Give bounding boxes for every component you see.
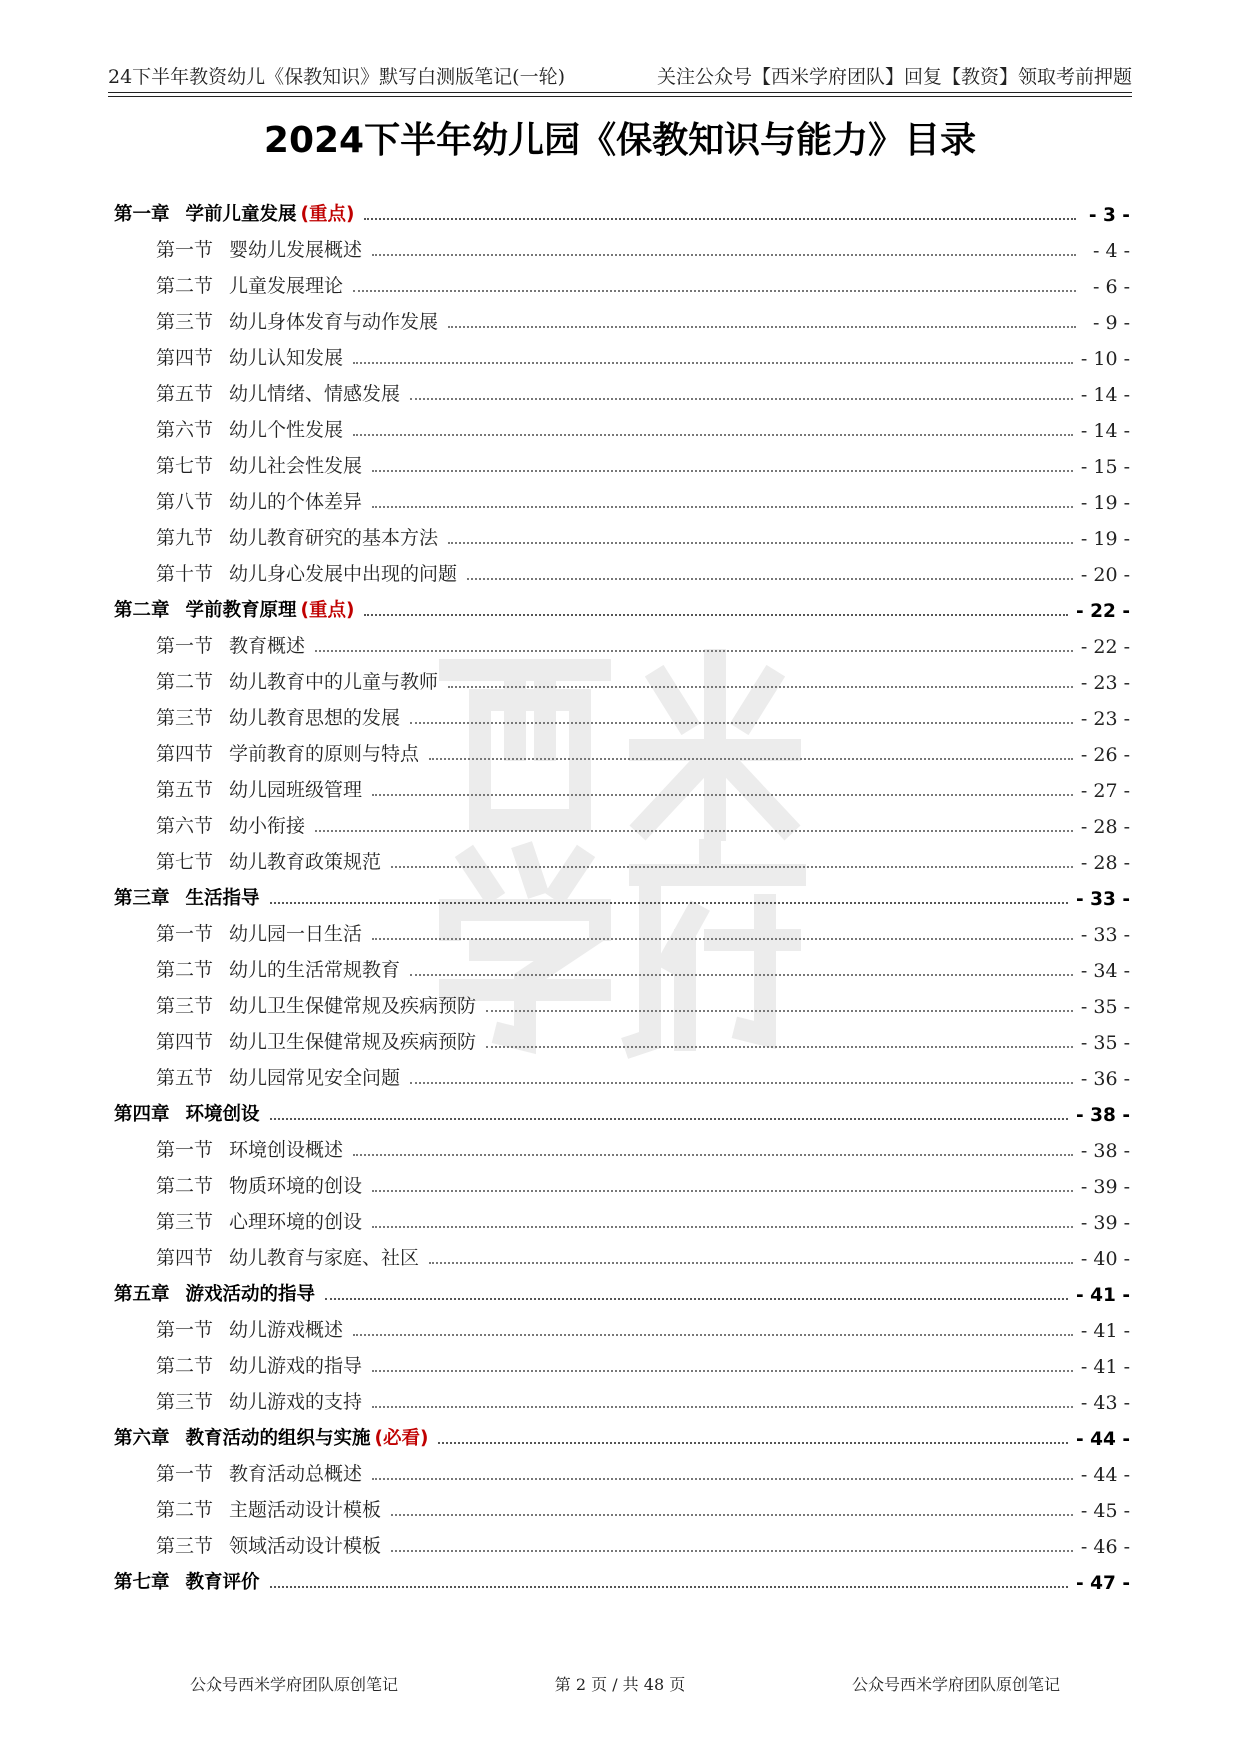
toc-section-row[interactable]	[114, 1054, 1130, 1090]
toc-entry-title: 幼儿游戏的指导	[229, 1355, 363, 1377]
toc-entry-title: 幼儿认知发展	[229, 347, 344, 369]
toc-section-row[interactable]	[114, 1306, 1130, 1342]
toc-dot-leader	[429, 758, 1073, 760]
toc-entry-title: 幼儿园常见安全问题	[229, 1067, 401, 1089]
table-of-contents	[114, 190, 1130, 1594]
toc-entry-number: 第四节	[156, 743, 214, 765]
footer-left-text: 公众号西米学府团队原创笔记	[190, 1675, 399, 1694]
toc-dot-leader	[372, 1406, 1073, 1408]
toc-section-row[interactable]	[114, 1342, 1130, 1378]
toc-entry-page: - 46 -	[1080, 1536, 1130, 1558]
toc-dot-leader	[372, 254, 1076, 256]
toc-entry-number: 第三节	[156, 311, 214, 333]
toc-entry-page: - 14 -	[1080, 384, 1130, 406]
toc-entry-number: 第五节	[156, 1067, 214, 1089]
toc-entry-number: 第二节	[156, 1175, 214, 1197]
toc-section-row[interactable]	[114, 622, 1130, 658]
toc-entry-page: - 35 -	[1080, 1032, 1130, 1054]
toc-chapter-row[interactable]	[114, 1558, 1130, 1594]
toc-entry-page: - 36 -	[1080, 1068, 1130, 1090]
toc-entry-title: 幼儿卫生保健常规及疾病预防	[229, 995, 477, 1017]
toc-dot-leader	[315, 830, 1073, 832]
toc-entry-page: - 10 -	[1080, 348, 1130, 370]
toc-entry-page: - 33 -	[1076, 889, 1130, 910]
toc-entry-number: 第八节	[156, 491, 214, 513]
toc-entry-page: - 40 -	[1080, 1248, 1130, 1270]
toc-dot-leader	[353, 1154, 1073, 1156]
toc-dot-leader	[364, 218, 1076, 220]
toc-entry-title: 幼儿的个体差异	[229, 491, 363, 513]
toc-dot-leader	[364, 614, 1068, 616]
toc-entry-page: - 38 -	[1080, 1140, 1130, 1162]
toc-dot-leader	[429, 1262, 1073, 1264]
toc-entry-title: 环境创设	[185, 1104, 260, 1125]
toc-section-row[interactable]	[114, 1522, 1130, 1558]
toc-entry-title: 幼儿的生活常规教育	[229, 959, 401, 981]
toc-entry-number: 第四节	[156, 347, 214, 369]
toc-entry-title: 幼儿教育政策规范	[229, 851, 382, 873]
toc-entry-number: 第五节	[156, 779, 214, 801]
toc-entry-title: 生活指导	[185, 888, 260, 909]
toc-entry-number: 第二节	[156, 671, 214, 693]
toc-dot-leader	[353, 434, 1073, 436]
toc-section-row[interactable]	[114, 262, 1130, 298]
toc-entry-page: - 44 -	[1080, 1464, 1130, 1486]
toc-entry-tag: (重点)	[300, 204, 355, 225]
toc-dot-leader	[448, 542, 1073, 544]
toc-entry-number: 第一节	[156, 635, 214, 657]
toc-entry-number: 第三节	[156, 1391, 214, 1413]
toc-entry-number: 第五章	[114, 1284, 170, 1305]
toc-section-row[interactable]	[114, 766, 1130, 802]
toc-entry-page: - 33 -	[1080, 924, 1130, 946]
toc-section-row[interactable]	[114, 910, 1130, 946]
toc-dot-leader	[372, 470, 1073, 472]
toc-dot-leader	[410, 398, 1073, 400]
page-title: 2024下半年幼儿园《保教知识与能力》目录	[263, 120, 977, 161]
toc-entry-number: 第一节	[156, 239, 214, 261]
toc-entry-number: 第一节	[156, 1463, 214, 1485]
toc-entry-page: - 20 -	[1080, 564, 1130, 586]
toc-entry-number: 第六章	[114, 1428, 170, 1449]
toc-entry-number: 第二节	[156, 275, 214, 297]
toc-entry-title: 教育活动的组织与实施	[185, 1428, 371, 1449]
toc-section-row[interactable]	[114, 730, 1130, 766]
toc-entry-title: 幼儿情绪、情感发展	[229, 383, 401, 405]
toc-entry-number: 第九节	[156, 527, 214, 549]
toc-entry-title: 环境创设概述	[229, 1139, 344, 1161]
toc-entry-title: 幼儿身体发育与动作发展	[229, 311, 439, 333]
toc-chapter-row[interactable]	[114, 874, 1130, 910]
toc-entry-title: 教育评价	[185, 1572, 260, 1593]
toc-entry-page: - 22 -	[1080, 636, 1130, 658]
toc-section-row[interactable]	[114, 802, 1130, 838]
toc-entry-page: - 34 -	[1080, 960, 1130, 982]
toc-chapter-row[interactable]	[114, 1270, 1130, 1306]
toc-section-row[interactable]	[114, 1198, 1130, 1234]
toc-entry-number: 第七节	[156, 851, 214, 873]
toc-entry-title: 物质环境的创设	[229, 1175, 363, 1197]
toc-dot-leader	[486, 1010, 1073, 1012]
toc-entry-number: 第十节	[156, 563, 214, 585]
toc-entry-title: 幼儿教育思想的发展	[229, 707, 401, 729]
toc-entry-title: 幼儿教育中的儿童与教师	[229, 671, 439, 693]
toc-entry-title: 幼儿卫生保健常规及疾病预防	[229, 1031, 477, 1053]
toc-dot-leader	[391, 866, 1073, 868]
toc-section-row[interactable]	[114, 478, 1130, 514]
toc-entry-title: 幼儿园班级管理	[229, 779, 363, 801]
footer-page-number: 第 2 页 / 共 48 页	[554, 1675, 686, 1694]
toc-dot-leader	[270, 1118, 1068, 1120]
toc-entry-page: - 44 -	[1076, 1429, 1130, 1450]
toc-entry-number: 第四章	[114, 1104, 170, 1125]
toc-section-row[interactable]	[114, 226, 1130, 262]
toc-dot-leader	[372, 1226, 1073, 1228]
toc-entry-title: 幼儿教育与家庭、社区	[229, 1247, 420, 1269]
header-rule	[108, 96, 1132, 97]
toc-entry-title: 幼小衔接	[229, 815, 306, 837]
toc-entry-number: 第六节	[156, 815, 214, 837]
toc-entry-number: 第四节	[156, 1031, 214, 1053]
toc-dot-leader	[391, 1514, 1073, 1516]
toc-section-row[interactable]	[114, 406, 1130, 442]
toc-entry-number: 第二节	[156, 959, 214, 981]
toc-entry-number: 第三节	[156, 995, 214, 1017]
toc-entry-page: - 43 -	[1080, 1392, 1130, 1414]
toc-entry-page: - 9 -	[1092, 312, 1130, 334]
toc-entry-number: 第一节	[156, 1319, 214, 1341]
toc-dot-leader	[448, 686, 1073, 688]
toc-section-row[interactable]	[114, 1378, 1130, 1414]
toc-entry-title: 教育活动总概述	[229, 1463, 363, 1485]
toc-dot-leader	[448, 326, 1076, 328]
toc-entry-title: 心理环境的创设	[229, 1211, 363, 1233]
toc-entry-page: - 39 -	[1080, 1176, 1130, 1198]
toc-entry-page: - 28 -	[1080, 816, 1130, 838]
toc-section-row[interactable]	[114, 1450, 1130, 1486]
toc-entry-page: - 14 -	[1080, 420, 1130, 442]
toc-entry-title: 幼儿社会性发展	[229, 455, 363, 477]
toc-dot-leader	[391, 1550, 1073, 1552]
toc-section-row[interactable]	[114, 1162, 1130, 1198]
toc-entry-page: - 41 -	[1076, 1285, 1130, 1306]
toc-entry-page: - 23 -	[1080, 708, 1130, 730]
toc-chapter-row[interactable]	[114, 1414, 1130, 1450]
toc-entry-title: 幼儿园一日生活	[229, 923, 363, 945]
page-footer	[0, 1672, 1240, 1700]
toc-entry-page: - 19 -	[1080, 492, 1130, 514]
toc-dot-leader	[372, 938, 1073, 940]
toc-dot-leader	[353, 362, 1073, 364]
toc-chapter-row[interactable]	[114, 586, 1130, 622]
toc-section-row[interactable]	[114, 1018, 1130, 1054]
toc-entry-number: 第三节	[156, 1535, 214, 1557]
toc-entry-page: - 45 -	[1080, 1500, 1130, 1522]
toc-dot-leader	[410, 974, 1073, 976]
toc-entry-number: 第六节	[156, 419, 214, 441]
toc-entry-tag: (必看)	[374, 1428, 429, 1449]
toc-entry-number: 第三节	[156, 707, 214, 729]
toc-entry-number: 第二节	[156, 1355, 214, 1377]
toc-entry-page: - 27 -	[1080, 780, 1130, 802]
toc-dot-leader	[325, 1298, 1068, 1300]
toc-entry-title: 学前教育的原则与特点	[229, 743, 420, 765]
toc-dot-leader	[372, 1370, 1073, 1372]
toc-entry-page: - 15 -	[1080, 456, 1130, 478]
toc-section-row[interactable]	[114, 442, 1130, 478]
toc-entry-page: - 4 -	[1092, 240, 1130, 262]
toc-entry-page: - 6 -	[1092, 276, 1130, 298]
toc-entry-title: 儿童发展理论	[229, 275, 344, 297]
toc-dot-leader	[270, 902, 1068, 904]
toc-entry-number: 第三节	[156, 1211, 214, 1233]
toc-entry-title: 主题活动设计模板	[229, 1499, 382, 1521]
toc-entry-number: 第一节	[156, 1139, 214, 1161]
toc-dot-leader	[438, 1442, 1068, 1444]
toc-dot-leader	[353, 290, 1076, 292]
toc-entry-page: - 26 -	[1080, 744, 1130, 766]
toc-section-row[interactable]	[114, 334, 1130, 370]
toc-section-row[interactable]	[114, 1234, 1130, 1270]
toc-entry-page: - 19 -	[1080, 528, 1130, 550]
toc-entry-page: - 39 -	[1080, 1212, 1130, 1234]
toc-entry-tag: (重点)	[300, 600, 355, 621]
toc-entry-page: - 41 -	[1080, 1356, 1130, 1378]
toc-entry-page: - 22 -	[1076, 601, 1130, 622]
toc-entry-number: 第一章	[114, 204, 170, 225]
toc-section-row[interactable]	[114, 514, 1130, 550]
toc-entry-title: 幼儿游戏概述	[229, 1319, 344, 1341]
toc-dot-leader	[372, 794, 1073, 796]
toc-entry-page: - 41 -	[1080, 1320, 1130, 1342]
toc-entry-number: 第七节	[156, 455, 214, 477]
toc-dot-leader	[372, 506, 1073, 508]
toc-entry-title: 幼儿个性发展	[229, 419, 344, 441]
toc-entry-number: 第四节	[156, 1247, 214, 1269]
header-right-text: 关注公众号【西米学府团队】回复【教资】领取考前押题	[656, 65, 1132, 88]
toc-section-row[interactable]	[114, 550, 1130, 586]
toc-dot-leader	[353, 1334, 1073, 1336]
toc-entry-number: 第二节	[156, 1499, 214, 1521]
toc-entry-title: 幼儿身心发展中出现的问题	[229, 563, 458, 585]
toc-section-row[interactable]	[114, 982, 1130, 1018]
toc-section-row[interactable]	[114, 838, 1130, 874]
toc-dot-leader	[270, 1586, 1068, 1588]
toc-dot-leader	[486, 1046, 1073, 1048]
toc-chapter-row[interactable]	[114, 1090, 1130, 1126]
toc-entry-title: 游戏活动的指导	[185, 1284, 316, 1305]
toc-section-row[interactable]	[114, 946, 1130, 982]
toc-entry-title: 学前教育原理	[185, 600, 297, 621]
toc-dot-leader	[372, 1478, 1073, 1480]
toc-entry-title: 教育概述	[229, 635, 306, 657]
toc-entry-title: 领域活动设计模板	[229, 1535, 382, 1557]
toc-entry-number: 第三章	[114, 888, 170, 909]
toc-section-row[interactable]	[114, 1126, 1130, 1162]
toc-entry-title: 学前儿童发展	[185, 204, 297, 225]
toc-dot-leader	[315, 650, 1073, 652]
toc-entry-number: 第七章	[114, 1572, 170, 1593]
toc-section-row[interactable]	[114, 370, 1130, 406]
toc-entry-page: - 35 -	[1080, 996, 1130, 1018]
toc-entry-page: - 38 -	[1076, 1105, 1130, 1126]
toc-chapter-row[interactable]	[114, 190, 1130, 226]
toc-entry-title: 幼儿游戏的支持	[229, 1391, 363, 1413]
toc-dot-leader	[467, 578, 1073, 580]
header-left-text: 24下半年教资幼儿《保教知识》默写白测版笔记(一轮)	[108, 65, 566, 88]
toc-entry-page: - 3 -	[1088, 205, 1130, 226]
toc-entry-title: 婴幼儿发展概述	[229, 239, 363, 261]
toc-section-row[interactable]	[114, 658, 1130, 694]
toc-entry-number: 第一节	[156, 923, 214, 945]
toc-section-row[interactable]	[114, 298, 1130, 334]
toc-entry-title: 幼儿教育研究的基本方法	[229, 527, 439, 549]
toc-entry-page: - 23 -	[1080, 672, 1130, 694]
toc-section-row[interactable]	[114, 1486, 1130, 1522]
toc-dot-leader	[410, 722, 1073, 724]
toc-entry-page: - 28 -	[1080, 852, 1130, 874]
toc-section-row[interactable]	[114, 694, 1130, 730]
toc-dot-leader	[410, 1082, 1073, 1084]
toc-entry-number: 第二章	[114, 600, 170, 621]
footer-right-text: 公众号西米学府团队原创笔记	[851, 1675, 1060, 1694]
toc-entry-page: - 47 -	[1076, 1573, 1130, 1594]
toc-dot-leader	[372, 1190, 1073, 1192]
toc-entry-number: 第五节	[156, 383, 214, 405]
page-header	[108, 58, 1132, 93]
